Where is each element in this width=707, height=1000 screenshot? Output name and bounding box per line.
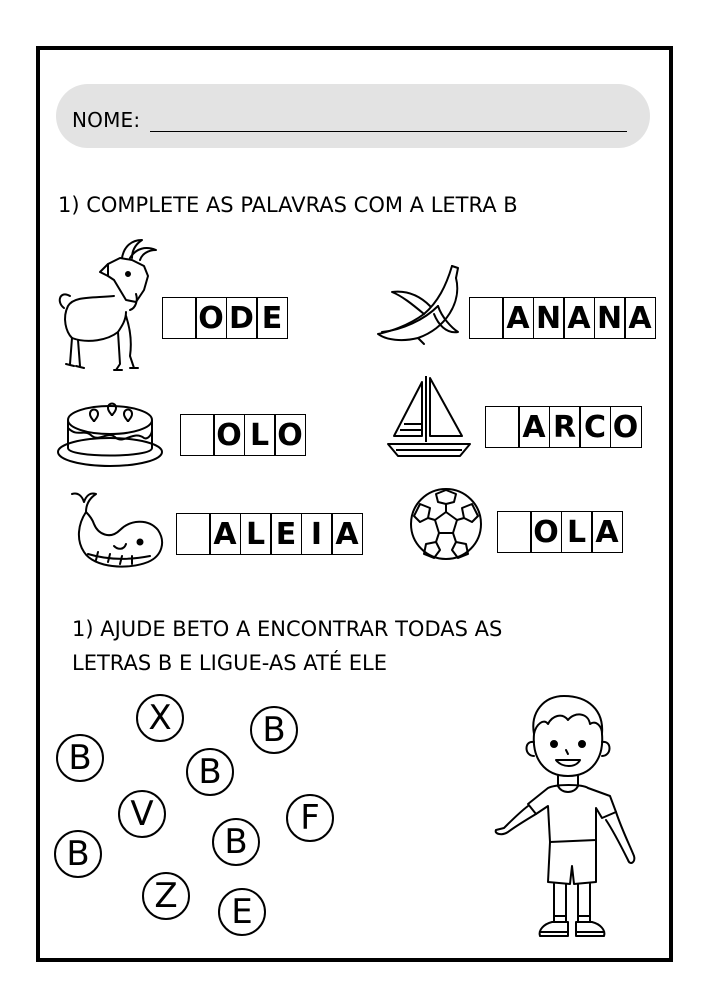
- blank-letter-box[interactable]: [162, 297, 197, 339]
- letter-box: A: [591, 511, 623, 553]
- letter-box: A: [518, 406, 550, 448]
- name-input-line[interactable]: [150, 131, 627, 132]
- circle-letter-e[interactable]: E: [218, 888, 266, 936]
- letter-box: R: [549, 406, 581, 448]
- banana-icon: [372, 262, 462, 348]
- cake-icon: [54, 394, 166, 472]
- circle-letter-x[interactable]: X: [136, 694, 184, 742]
- circle-letter-f[interactable]: F: [286, 794, 334, 842]
- name-label: NOME:: [72, 108, 141, 132]
- letter-box: I: [301, 513, 333, 555]
- blank-letter-box[interactable]: [180, 414, 215, 456]
- letter-box: A: [502, 297, 534, 339]
- letter-box: A: [331, 513, 363, 555]
- letter-box: E: [256, 297, 288, 339]
- letter-box: C: [579, 406, 611, 448]
- letter-box: A: [209, 513, 241, 555]
- circle-letter-b[interactable]: B: [56, 734, 104, 782]
- word-boxes-barco: [486, 406, 642, 448]
- section2-instruction-line1: 1) AJUDE BETO A ENCONTRAR TODAS AS: [72, 617, 503, 641]
- section2-instruction-line2: LETRAS B E LIGUE-AS ATÉ ELE: [72, 651, 387, 675]
- circle-letter-z[interactable]: Z: [142, 872, 190, 920]
- blank-letter-box[interactable]: [176, 513, 211, 555]
- letter-box: D: [226, 297, 258, 339]
- word-boxes-bode: [163, 297, 288, 339]
- letter-box: O: [213, 414, 245, 456]
- letter-box: O: [530, 511, 562, 553]
- blank-letter-box[interactable]: [469, 297, 504, 339]
- blank-letter-box[interactable]: [497, 511, 532, 553]
- whale-icon: [68, 490, 166, 574]
- section1-instruction: 1) COMPLETE AS PALAVRAS COM A LETRA B: [58, 193, 518, 217]
- goat-icon: [52, 236, 158, 374]
- word-boxes-bola: [498, 511, 623, 553]
- word-boxes-bolo: [181, 414, 306, 456]
- letter-box: O: [610, 406, 642, 448]
- letter-box: A: [563, 297, 595, 339]
- soccer-ball-icon: [408, 486, 484, 562]
- letter-box: O: [195, 297, 227, 339]
- letter-box: L: [561, 511, 593, 553]
- circle-letter-b[interactable]: B: [54, 830, 102, 878]
- letter-box: L: [244, 414, 276, 456]
- circle-letter-b[interactable]: B: [212, 818, 260, 866]
- sailboat-icon: [386, 372, 472, 460]
- letter-box: N: [533, 297, 565, 339]
- letter-box: A: [624, 297, 656, 339]
- letter-box: L: [240, 513, 272, 555]
- circle-letter-b[interactable]: B: [186, 748, 234, 796]
- letter-box: E: [270, 513, 302, 555]
- blank-letter-box[interactable]: [485, 406, 520, 448]
- boy-icon: [492, 690, 642, 948]
- circle-letter-b[interactable]: B: [250, 706, 298, 754]
- word-boxes-baleia: [177, 513, 363, 555]
- letter-box: O: [274, 414, 306, 456]
- letter-box: N: [594, 297, 626, 339]
- circle-letter-v[interactable]: V: [118, 790, 166, 838]
- word-boxes-banana: [470, 297, 656, 339]
- name-field-background: [56, 84, 650, 148]
